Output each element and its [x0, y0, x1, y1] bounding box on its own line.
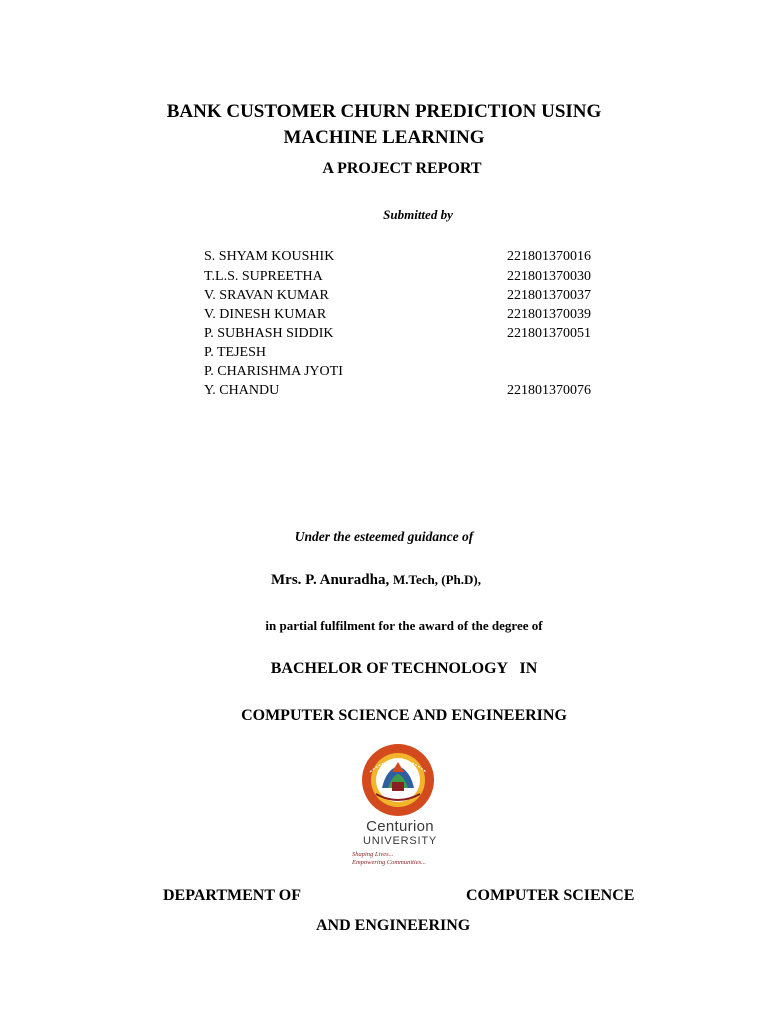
university-seal-icon — [348, 742, 452, 818]
student-name: P. CHARISHMA JYOTI — [204, 364, 343, 379]
student-id: 221801370016 — [507, 249, 591, 264]
guide-name: Mrs. P. Anuradha, — [271, 572, 390, 588]
guide-qualifications: M.Tech, (Ph.D), — [392, 572, 481, 587]
university-name-line1: Centurion — [366, 818, 434, 835]
university-tagline2: Empowering Communities... — [352, 859, 427, 866]
department-label: DEPARTMENT OF — [163, 887, 301, 904]
university-logo — [348, 742, 452, 868]
report-title-line2: MACHINE LEARNING — [283, 127, 485, 148]
submitted-by: Submitted by — [383, 207, 453, 222]
student-id: 221801370030 — [507, 269, 591, 284]
list-item — [0, 269, 768, 288]
guidance-intro: Under the esteemed guidance of — [294, 529, 474, 544]
department-name-part2: AND ENGINEERING — [316, 917, 471, 934]
university-tagline1: Shaping Lives... — [352, 851, 394, 858]
report-title-line1: BANK CUSTOMER CHURN PREDICTION USING — [166, 101, 602, 122]
student-name: P. TEJESH — [204, 345, 266, 360]
student-id: 221801370051 — [507, 326, 591, 341]
student-id: 221801370076 — [507, 383, 591, 398]
list-item — [0, 288, 768, 307]
list-item — [0, 383, 768, 402]
degree: BACHELOR OF TECHNOLOGY IN — [270, 660, 538, 677]
list-item — [0, 249, 768, 268]
student-name: V. SRAVAN KUMAR — [204, 288, 329, 303]
student-id: 221801370037 — [507, 288, 591, 303]
report-type: A PROJECT REPORT — [322, 160, 482, 177]
list-item — [0, 326, 768, 345]
branch: COMPUTER SCIENCE AND ENGINEERING — [241, 707, 567, 724]
partial-fulfilment: in partial fulfilment for the award of the degree of — [265, 618, 543, 633]
list-item — [0, 345, 768, 364]
student-name: P. SUBHASH SIDDIK — [204, 326, 334, 341]
student-name: V. DINESH KUMAR — [204, 307, 327, 322]
student-name: Y. CHANDU — [204, 383, 280, 398]
university-name-line2: UNIVERSITY — [362, 835, 437, 847]
guide-line — [0, 572, 760, 589]
list-item — [0, 364, 768, 383]
department-name-part1: COMPUTER SCIENCE — [466, 887, 635, 904]
student-name: S. SHYAM KOUSHIK — [204, 249, 335, 264]
student-id: 221801370039 — [507, 307, 591, 322]
list-item — [0, 307, 768, 326]
student-name: T.L.S. SUPREETHA — [204, 269, 323, 284]
